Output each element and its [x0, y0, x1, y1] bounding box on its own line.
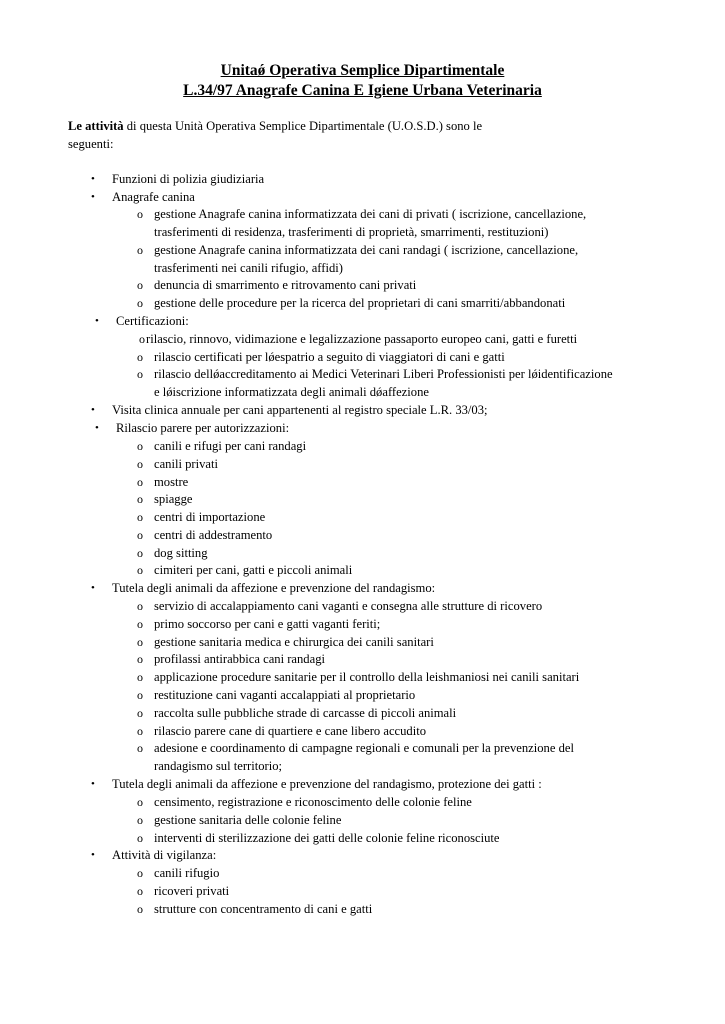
list-item: Rilascio parere per autorizzazioni: — [116, 421, 290, 435]
bullet-marker: • — [95, 422, 99, 434]
bullet-marker: • — [95, 315, 99, 327]
list-item-continuation: trasferimenti di residenza, trasferimenti di proprietà, smarrimenti, restituzioni) — [154, 225, 549, 239]
sub-bullet-marker: o — [137, 831, 143, 845]
intro-text-2: seguenti: — [68, 136, 114, 151]
sub-bullet-marker: o — [137, 706, 143, 720]
sub-bullet-marker: o — [139, 332, 145, 346]
sub-list-item: denuncia di smarrimento e ritrovamento cani privati — [154, 278, 417, 292]
sub-list-item: rilascio dellǿaccreditamento ai Medici Veterinari Liberi Professionisti per lǿidentificazione — [154, 367, 613, 381]
list-item: Anagrafe canina — [112, 190, 195, 204]
sub-list-item: mostre — [154, 475, 189, 489]
sub-bullet-marker: o — [137, 813, 143, 827]
sub-list-item: applicazione procedure sanitarie per il controllo della leishmaniosi nei canili sanitari — [154, 670, 580, 684]
sub-bullet-marker: o — [137, 243, 143, 257]
sub-list-item: centri di importazione — [154, 510, 266, 524]
sub-list-item: gestione Anagrafe canina informatizzata dei cani di privati ( iscrizione, cancellazione, — [154, 207, 587, 221]
list-item: Certificazioni: — [116, 314, 189, 328]
sub-bullet-marker: o — [137, 528, 143, 542]
bullet-marker: • — [91, 191, 95, 203]
list-item: Tutela degli animali da affezione e prevenzione del randagismo: — [112, 581, 436, 595]
sub-list-item: interventi di sterilizzazione dei gatti delle colonie feline riconosciute — [154, 831, 500, 845]
sub-bullet-marker: o — [137, 546, 143, 560]
sub-list-item: rilascio parere cane di quartiere e cane libero accudito — [154, 724, 427, 738]
sub-bullet-marker: o — [137, 457, 143, 471]
sub-bullet-marker: o — [137, 367, 143, 381]
bullet-marker: • — [91, 404, 95, 416]
sub-list-item: rilascio, rinnovo, vidimazione e legalizzazione passaporto europeo cani, gatti e furetti — [146, 332, 578, 346]
sub-list-item: canili rifugio — [154, 866, 220, 880]
sub-list-item: strutture con concentramento di cani e gatti — [154, 902, 373, 916]
sub-list-item: adesione e coordinamento di campagne regionali e comunali per la prevenzione del — [154, 741, 574, 755]
sub-list-item: gestione delle procedure per la ricerca del proprietari di cani smarriti/abbandonati — [154, 296, 566, 310]
list-item: Visita clinica annuale per cani appartenenti al registro speciale L.R. 33/03; — [112, 403, 488, 417]
sub-bullet-marker: o — [137, 350, 143, 364]
sub-list-item: censimento, registrazione e riconoscimento delle colonie feline — [154, 795, 472, 809]
intro-bold: Le attività — [68, 119, 124, 133]
list-item-continuation: randagismo sul territorio; — [154, 759, 283, 773]
list-item: Funzioni di polizia giudiziaria — [112, 172, 265, 186]
sub-list-item: raccolta sulle pubbliche strade di carcasse di piccoli animali — [154, 706, 457, 720]
sub-list-item: cimiteri per cani, gatti e piccoli animali — [154, 563, 353, 577]
bullet-marker: • — [91, 582, 95, 594]
sub-list-item: gestione Anagrafe canina informatizzata dei cani randagi ( iscrizione, cancellazione, — [154, 243, 579, 257]
bullet-marker: • — [91, 778, 95, 790]
sub-list-item: canili e rifugi per cani randagi — [154, 439, 307, 453]
sub-list-item: canili privati — [154, 457, 218, 471]
sub-list-item: spiagge — [154, 492, 193, 506]
sub-bullet-marker: o — [137, 884, 143, 898]
sub-bullet-marker: o — [137, 207, 143, 221]
sub-bullet-marker: o — [137, 795, 143, 809]
sub-list-item: gestione sanitaria medica e chirurgica dei canili sanitari — [154, 635, 434, 649]
sub-list-item: restituzione cani vaganti accalappiati al proprietario — [154, 688, 416, 702]
sub-bullet-marker: o — [137, 866, 143, 880]
bullet-marker: • — [91, 849, 95, 861]
title-line-2: L.34/97 Anagrafe Canina E Igiene Urbana Veterinaria — [183, 82, 542, 99]
sub-list-item: servizio di accalappiamento cani vaganti e consegna alle strutture di ricovero — [154, 599, 543, 613]
sub-bullet-marker: o — [137, 278, 143, 292]
sub-bullet-marker: o — [137, 296, 143, 310]
sub-bullet-marker: o — [137, 724, 143, 738]
intro-paragraph — [68, 118, 668, 153]
sub-bullet-marker: o — [137, 563, 143, 577]
sub-list-item: ricoveri privati — [154, 884, 230, 898]
sub-bullet-marker: o — [137, 439, 143, 453]
sub-bullet-marker: o — [137, 741, 143, 755]
list-item-continuation: e lǿiscrizione informatizzata degli animali dǿaffezione — [154, 385, 429, 399]
intro-text: di questa Unità Operativa Semplice Dipartimentale (U.O.S.D.) sono le — [123, 119, 483, 133]
sub-list-item: centri di addestramento — [154, 528, 273, 542]
sub-list-item: gestione sanitaria delle colonie feline — [154, 813, 342, 827]
bullet-marker: • — [91, 173, 95, 185]
list-item: Attività di vigilanza: — [112, 848, 217, 862]
sub-list-item: rilascio certificati per lǿespatrio a seguito di viaggiatori di cani e gatti — [154, 350, 505, 364]
sub-bullet-marker: o — [137, 670, 143, 684]
sub-bullet-marker: o — [137, 652, 143, 666]
sub-bullet-marker: o — [137, 510, 143, 524]
sub-list-item: primo soccorso per cani e gatti vaganti feriti; — [154, 617, 381, 631]
sub-bullet-marker: o — [137, 492, 143, 506]
sub-list-item: dog sitting — [154, 546, 208, 560]
list-item-continuation: trasferimenti nei canili rifugio, affidi) — [154, 261, 343, 275]
list-item: Tutela degli animali da affezione e prevenzione del randagismo, protezione dei gatti : — [112, 777, 542, 791]
sub-bullet-marker: o — [137, 688, 143, 702]
title-line-1: Unitaǿ Operativa Semplice Dipartimentale — [220, 62, 505, 79]
sub-bullet-marker: o — [137, 902, 143, 916]
sub-bullet-marker: o — [137, 617, 143, 631]
sub-list-item: profilassi antirabbica cani randagi — [154, 652, 325, 666]
sub-bullet-marker: o — [137, 599, 143, 613]
sub-bullet-marker: o — [137, 635, 143, 649]
sub-bullet-marker: o — [137, 475, 143, 489]
